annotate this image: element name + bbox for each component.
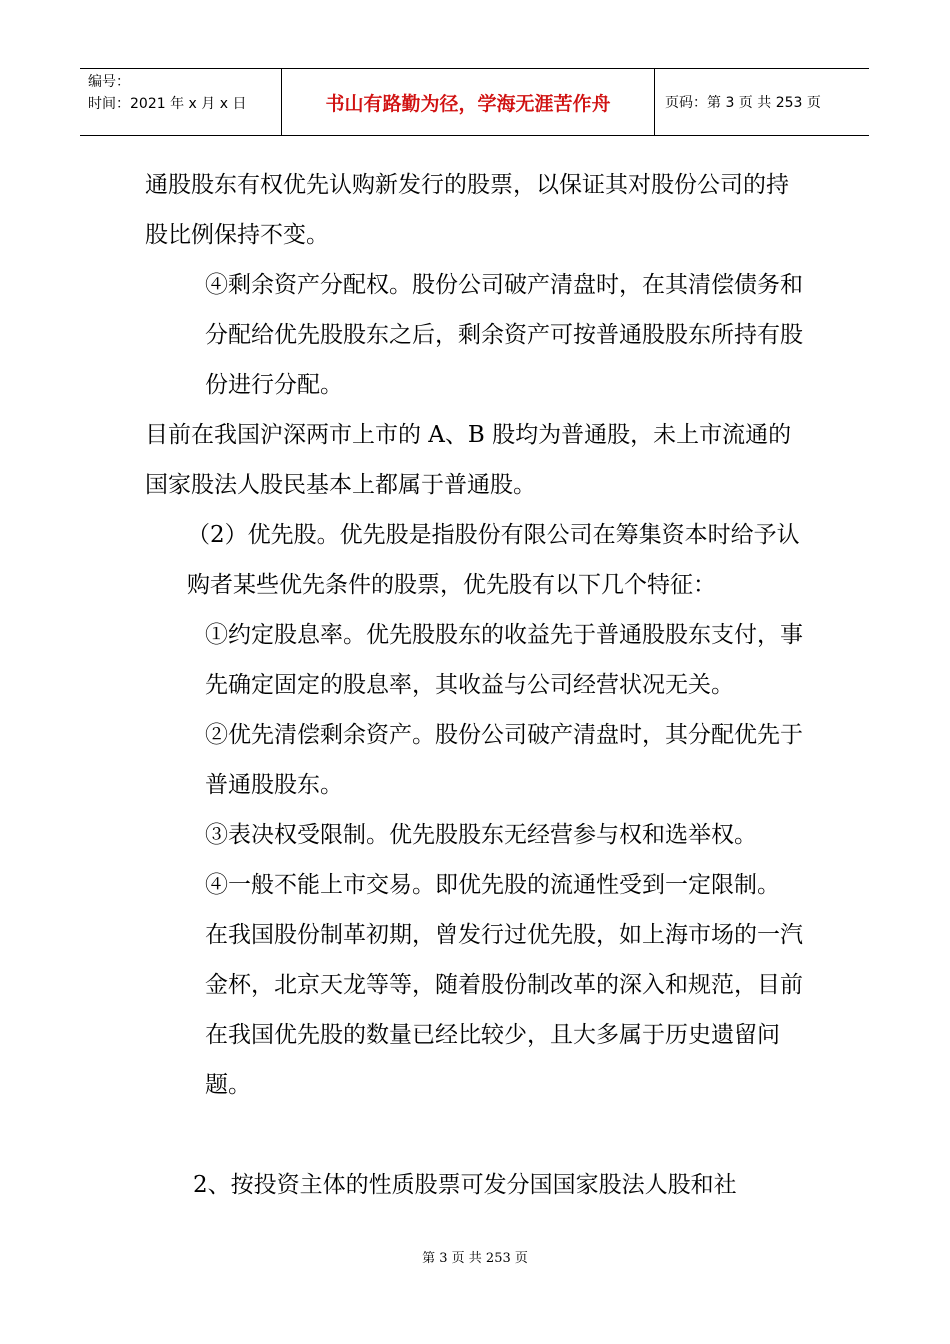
document-time-label: 时间：2021 年 x 月 x 日 xyxy=(88,96,247,112)
paragraph: ①约定股息率。优先股股东的收益先于普通股股东支付，事先确定固定的股息率，其收益与公司经营状况无关。 xyxy=(205,622,803,698)
paragraph: 通股股东有权优先认购新发行的股票，以保证其对股份公司的持股比例保持不变。 xyxy=(145,172,789,248)
header-page-number: 页码：第 3 页 共 253 页 xyxy=(665,95,821,111)
header-motto: 书山有路勤为径，学海无涯苦作舟 xyxy=(282,69,655,135)
paragraph: ③表决权受限制。优先股股东无经营参与权和选举权。 xyxy=(205,822,757,848)
paragraph: （2）优先股。优先股是指股份有限公司在筹集资本时给予认购者某些优先条件的股票，优先股有以下几个特征： xyxy=(187,522,800,598)
paragraph: ②优先清偿剩余资产。股份公司破产清盘时，其分配优先于普通股股东。 xyxy=(205,722,803,798)
page-header xyxy=(80,68,869,136)
paragraph xyxy=(145,260,810,410)
page-footer: 第 3 页 共 253 页 xyxy=(422,1251,528,1266)
header-meta-cell xyxy=(80,69,282,135)
document-number-label: 编号： xyxy=(88,74,130,90)
paragraph: 目前在我国沪深两市上市的 A、B 股均为普通股，未上市流通的国家股法人股民基本上都属于普通股。 xyxy=(145,422,792,498)
document-body xyxy=(145,160,810,1210)
section-heading: 2、按投资主体的性质股票可发分国国家股法人股和社 xyxy=(193,1172,737,1198)
spacer xyxy=(145,1110,810,1160)
paragraph: ④一般不能上市交易。即优先股的流通性受到一定限制。 在我国股份制革初期，曾发行过优先股，如上海市场的一汽金杯，北京天龙等等，随着股份制改革的深入和规范，目前在我国优先股的数量已经比较少，且大多属于历史遗留问题。 xyxy=(205,872,803,1098)
paragraph-text: ④剩余资产分配权。股份公司破产清盘时，在其清偿债务和分配给优先股股东之后，剩余资产可按普通股股东所持有股份进行分配。 xyxy=(205,272,803,398)
